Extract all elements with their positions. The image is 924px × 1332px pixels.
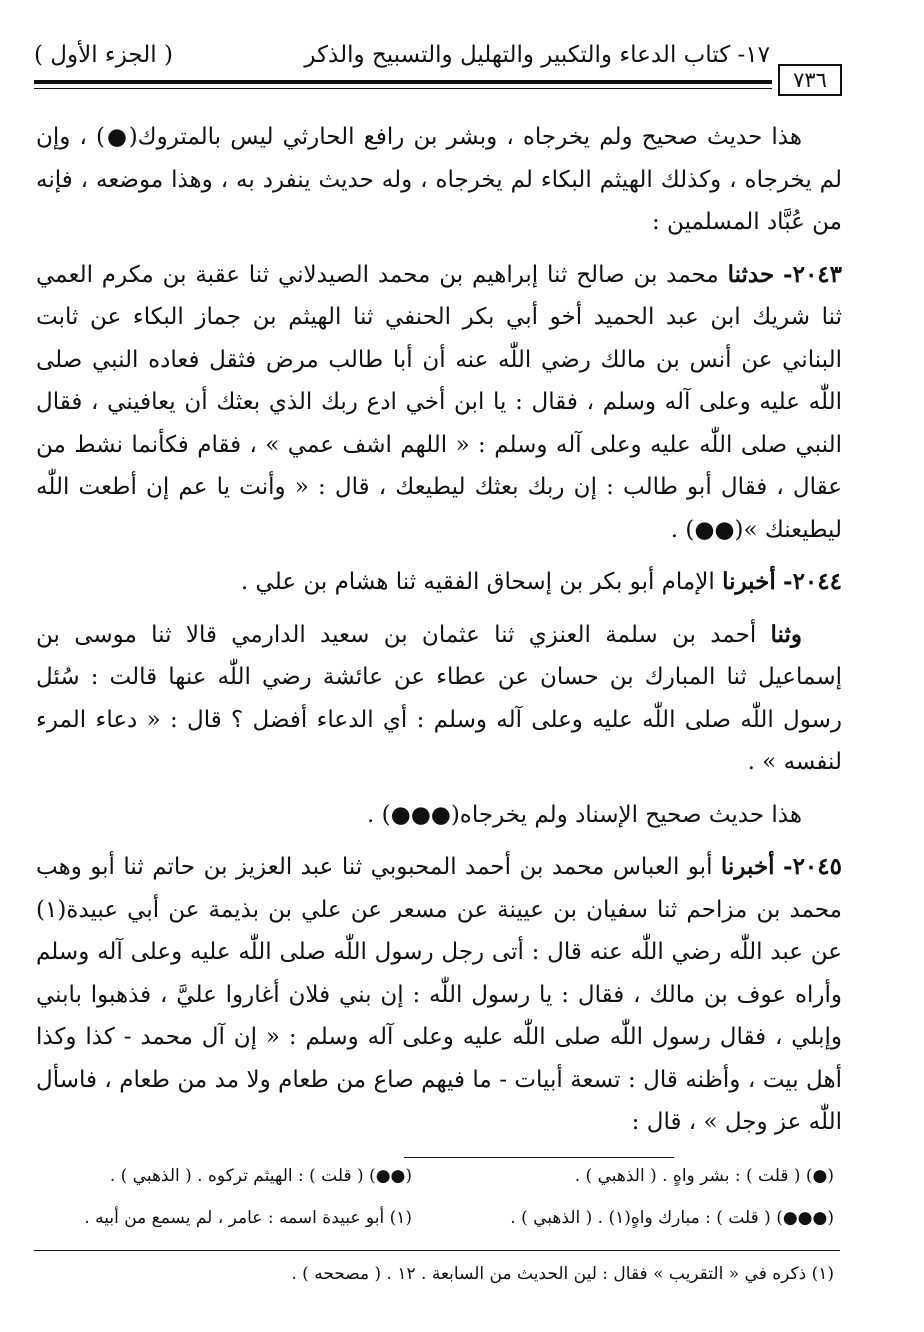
hadith-lead-word: أخبرنا — [720, 853, 775, 880]
hadith-text: أبو العباس محمد بن أحمد المحبوبي ثنا عبد العزيز بن حاتم ثنا أبو وهب محمد بن مزاحم ثنا سفيان بن عيينة عن مسعر عن علي بن بذيمة عن أبي عبيدة(١) عن عبد اللّٰه رضي اللّٰه عنه قال : أتى رجل رسول اللّٰه صلى اللّٰه عليه وعلى آله وسلم وأراه عوف بن مالك ، فقال : يا رسول اللّٰه : إن بني فلان أغاروا عليَّ ، فذهبوا بابني وإبلي ، فقال رسول اللّٰه صلى اللّٰه عليه وعلى آله وسلم : « إن آل محمد - كذا وكذا أهل بيت ، وأظنه قال : تسعة أبيات - ما فيهم صاع من طعام ولا مد من طعام ، فاسأل اللّٰه عز وجل » ، قال : — [36, 854, 842, 1135]
hadith-number: ٢٠٤٤- — [783, 568, 842, 595]
footnote-separator-2 — [34, 1250, 840, 1251]
hadith-2044-grading: هذا حديث صحيح الإسناد ولم يخرجاه(●●●) . — [367, 801, 802, 828]
hadith-2045 — [36, 846, 842, 1144]
header-rule-thin — [34, 88, 772, 89]
footnote-dhahabi-3: (●●●) ( قلت ) : مبارك واهٍ(١) . ( الذهبي ) . — [510, 1208, 834, 1228]
footnote-dhahabi-1: (●) ( قلت ) : بشر واهٍ . ( الذهبي ) . — [574, 1166, 834, 1186]
page-number: ٧٣٦ — [793, 68, 827, 92]
footnote-separator — [404, 1157, 674, 1158]
chain-lead-word: وثنا — [770, 620, 802, 648]
hadith-2043 — [36, 254, 842, 552]
running-header — [34, 38, 840, 78]
footnote-dhahabi-2: (●●) ( قلت ) : الهيثم تركوه . ( الذهبي ) . — [109, 1166, 412, 1186]
hadith-lead-word: أخبرنا — [722, 568, 776, 595]
hadith-2044 — [36, 561, 842, 604]
hadith-number: ٢٠٤٣- — [783, 260, 843, 288]
hadith-text: محمد بن صالح ثنا إبراهيم بن محمد الصيدلاني ثنا عقبة بن مكرم العمي ثنا شريك ابن عبد الحميد أخو أبي بكر الحنفي ثنا الهيثم بن جماز البكاء عن ثابت البناني عن أنس بن مالك رضي اللّٰه عنه أن أبا طالب مرض فثقل فعاده النبي صلى اللّٰه عليه وعلى آله وسلم ، فقال : يا ابن أخي ادع ربك الذي بعثك أن يعافيني ، فقال النبي صلى اللّٰه عليه وعلى آله وسلم : « اللهم اشف عمي » ، فقام فكأنما نشط من عقال ، فقال أبو طالب : إن ربك بعثك ليطيعك ، قال : « وأنت يا عم إن أطعت اللّٰه ليطيعنك »(●●) . — [36, 261, 842, 543]
chain-text: أحمد بن سلمة العنزي ثنا عثمان بن سعيد الدارمي قالا ثنا موسى بن إسماعيل ثنا المبارك بن حسان عن عطاء عن عائشة رضي اللّٰه عنها قالت : سُئل رسول اللّٰه صلى اللّٰه عليه وعلى آله وسلم : أي الدعاء أفضل ؟ قال : « دعاء المرء لنفسه » . — [36, 621, 842, 775]
hadith-number: ٢٠٤٥- — [783, 853, 842, 880]
page-number-box — [778, 64, 842, 96]
paragraph-1: هذا حديث صحيح ولم يخرجاه ، وبشر بن رافع الحارثي ليس بالمتروك(●) ، وإن لم يخرجاه ، وكذلك الهيثم البكاء لم يخرجاه ، وله حديث ينفرد به ، وهذا موضعه ، فإنه من عُبَّاد المسلمين : — [36, 124, 842, 235]
hadith-2044-second-chain — [36, 614, 842, 784]
footnote-editor-2: (١) ذكره في « التقريب » فقال : لين الحديث من السابعة . ١٢ . ( مصححه ) . — [291, 1264, 834, 1284]
header-rule-thick — [34, 80, 772, 84]
hadith-text: الإمام أبو بكر بن إسحاق الفقيه ثنا هشام بن علي . — [240, 569, 715, 595]
footnote-editor-1: (١) أبو عبيدة اسمه : عامر ، لم يسمع من أبيه . — [84, 1208, 412, 1228]
hadith-lead-word: حدثنا — [727, 260, 775, 288]
chapter-title: ١٧- كتاب الدعاء والتكبير والتهليل والتسبيح والذكر — [304, 42, 770, 68]
volume-label: ( الجزء الأول ) — [34, 42, 173, 68]
main-text — [36, 116, 842, 1154]
